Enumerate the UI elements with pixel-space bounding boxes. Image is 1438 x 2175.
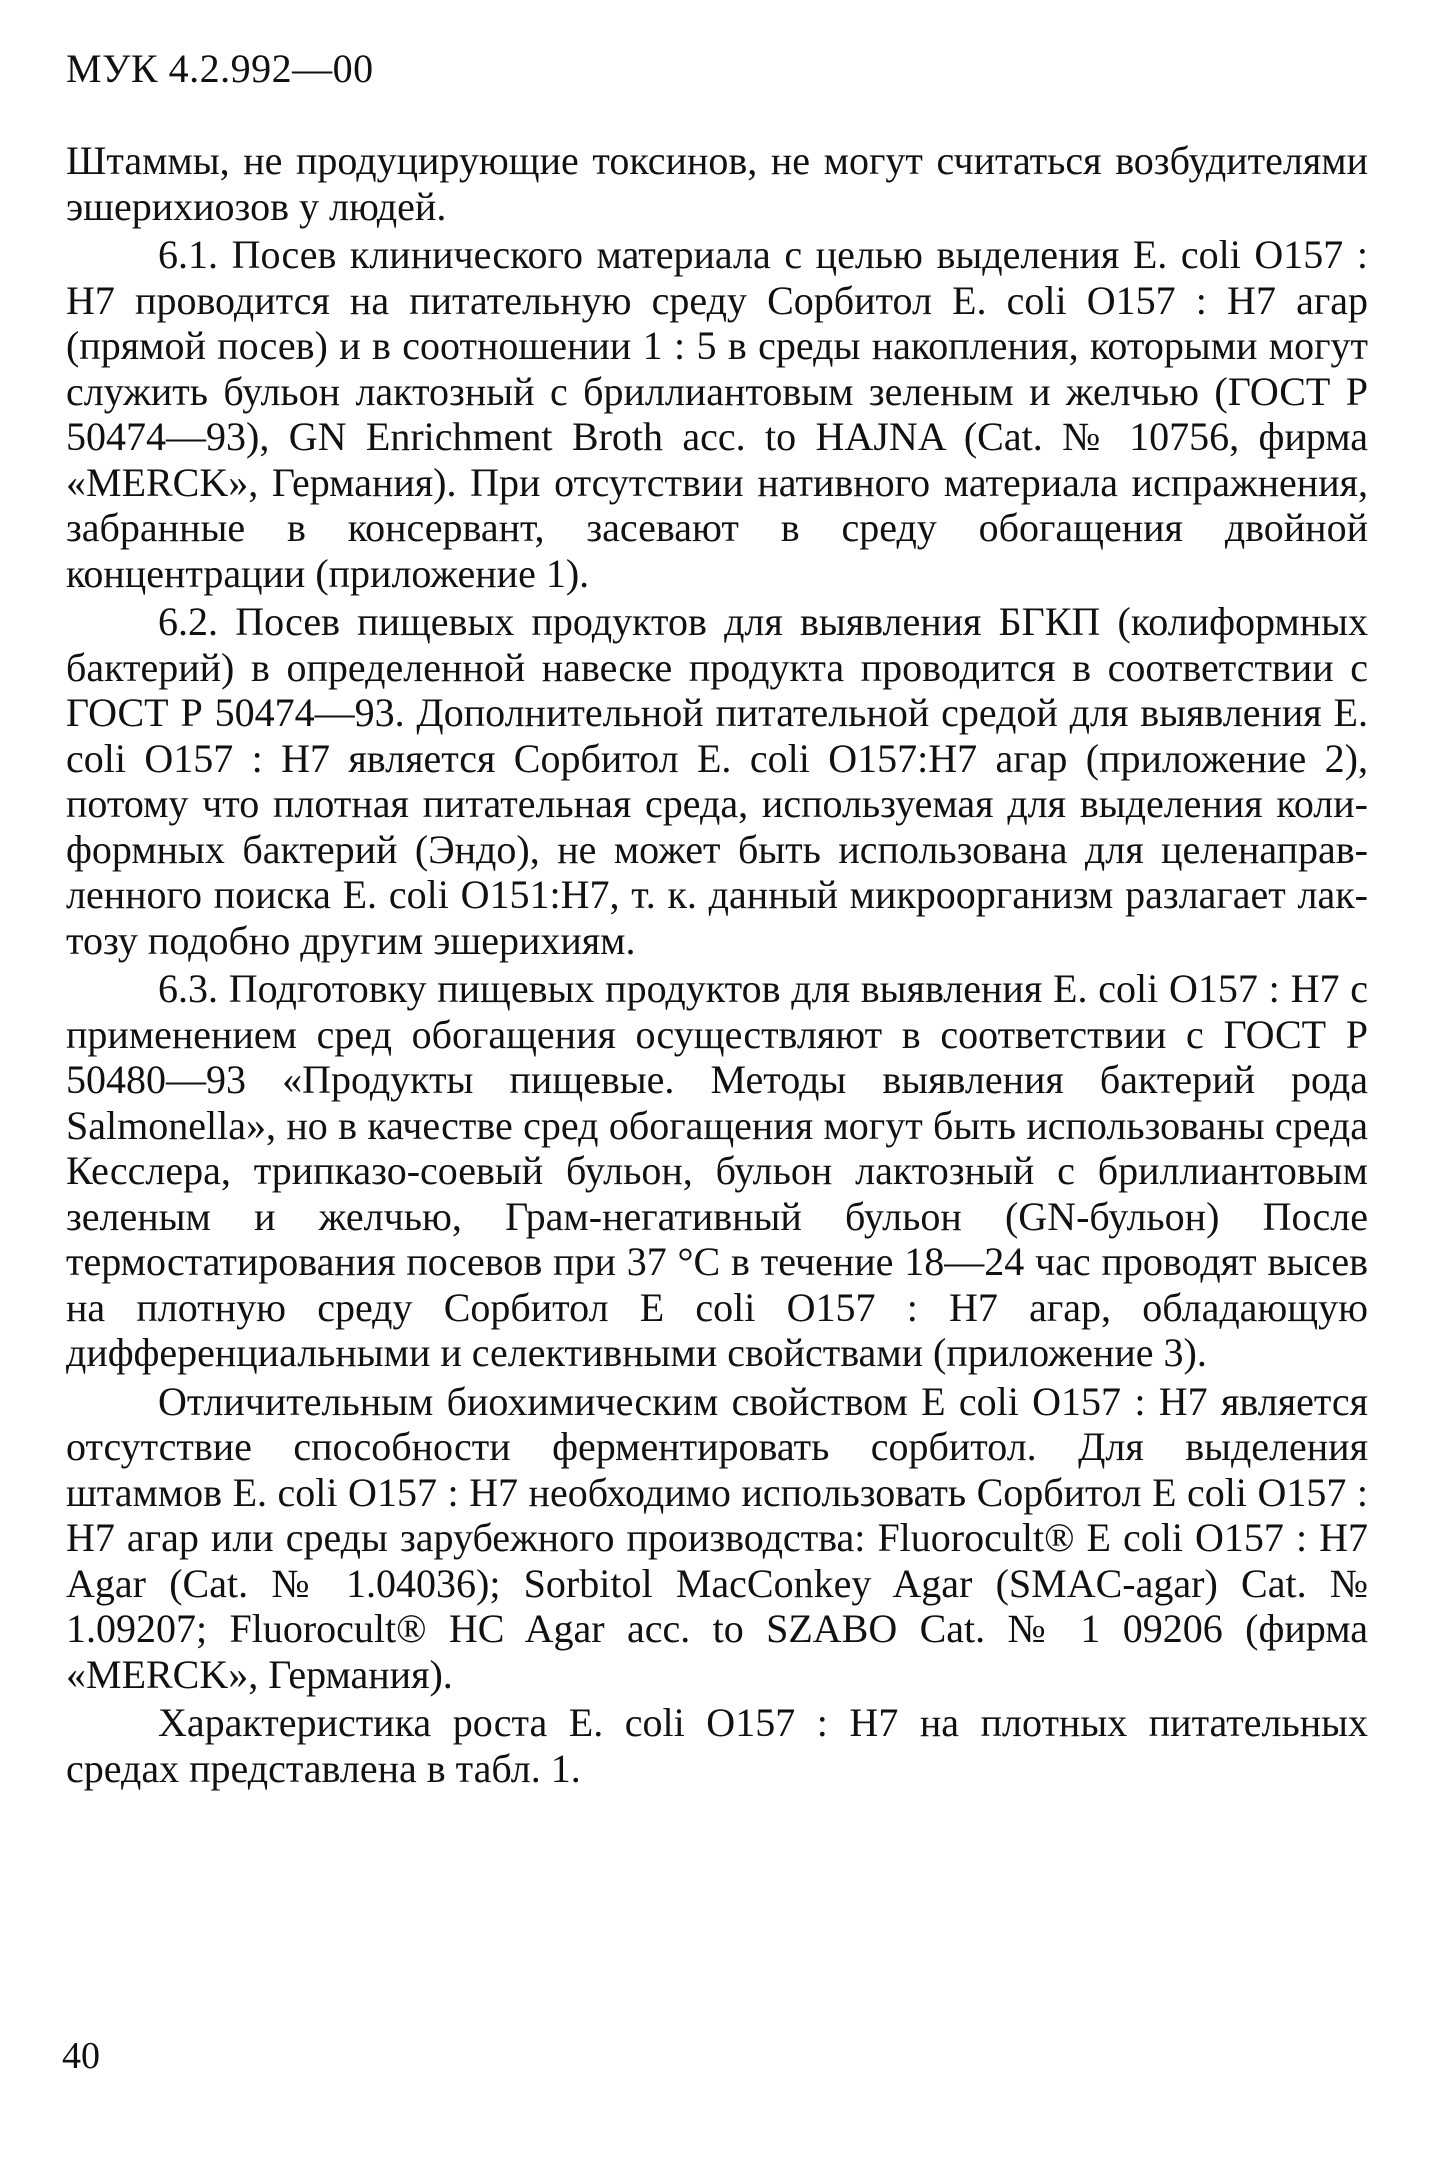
- document-body: [66, 138, 1368, 1794]
- paragraph-growth-characteristics: Характеристика роста E. coli O157 : H7 на плотных питательных средах представлена в табл. 1.: [66, 1700, 1368, 1791]
- page-number: 40: [62, 2035, 100, 2077]
- paragraph-strains-intro: Штаммы, не продуцирующие токсинов, не могут считаться возбудителями эшерихиозов у людей.: [66, 138, 1368, 229]
- paragraph-6-2: 6.2. Посев пищевых продуктов для выявления БГКП (колиформных бактерий) в определенной навеске продукта проводится в соответствии с ГОСТ Р 50474—93. Дополнительной питательной средой для выявления E. coli O157 : H7 является Сорбитол E. coli O157:H7 агар (приложение 2), потому что плотная питательная среда, используемая для выделения колиформных бактерий (Эндо), не может быть использована для целенаправленного поиска E. coli O151:H7, т. к. данный микроорганизм разлагает лактозу подобно другим эшерихиям.: [66, 599, 1368, 963]
- paragraph-6-3: 6.3. Подготовку пищевых продуктов для выявления E. coli O157 : H7 с применением сред обогащения осуществляют в соответствии с ГОСТ Р 50480—93 «Продукты пищевые. Методы выявления бактерий рода Salmonella», но в качестве сред обогащения могут быть использованы среда Кесслера, трипказо-соевый бульон, бульон лактозный с бриллиантовым зеленым и желчью, Грам-негативный бульон (GN-бульон) После термостатирования посевов при 37 °С в течение 18—24 час проводят высев на плотную среду Сорбитол E coli O157 : H7 агар, обладающую дифференциальными и селективными свойствами (приложение 3).: [66, 966, 1368, 1375]
- document-code-header: МУК 4.2.992—00: [66, 46, 374, 91]
- paragraph-biochemical-property: Отличительным биохимическим свойством E coli O157 : H7 является отсутствие способности ферментировать сорбитол. Для выделения штаммов E. coli O157 : H7 необходимо использовать Сорбитол E coli O157 : H7 агар или среды зарубежного производства: Fluorocult® E coli O157 : H7 Agar (Cat. № 1.04036); Sorbitol MacConkey Agar (SMAC-agar) Cat. № 1.09207; Fluorocult® HC Agar acc. to SZABO Cat. № 1 09206 (фирма «MERCK», Германия).: [66, 1378, 1368, 1697]
- paragraph-6-1: 6.1. Посев клинического материала с целью выделения E. coli O157 : H7 проводится на питательную среду Сорбитол E. coli O157 : H7 агар (прямой посев) и в соотношении 1 : 5 в среды накопления, которыми могут служить бульон лактозный с бриллиантовым зеленым и желчью (ГОСТ Р 50474—93), GN Enrichment Broth acc. to HAJNA (Cat. № 10756, фирма «MERCK», Германия). При отсутствии нативного материала испражнения, забранные в консервант, засевают в среду обогащения двойной концентрации (приложение 1).: [66, 232, 1368, 596]
